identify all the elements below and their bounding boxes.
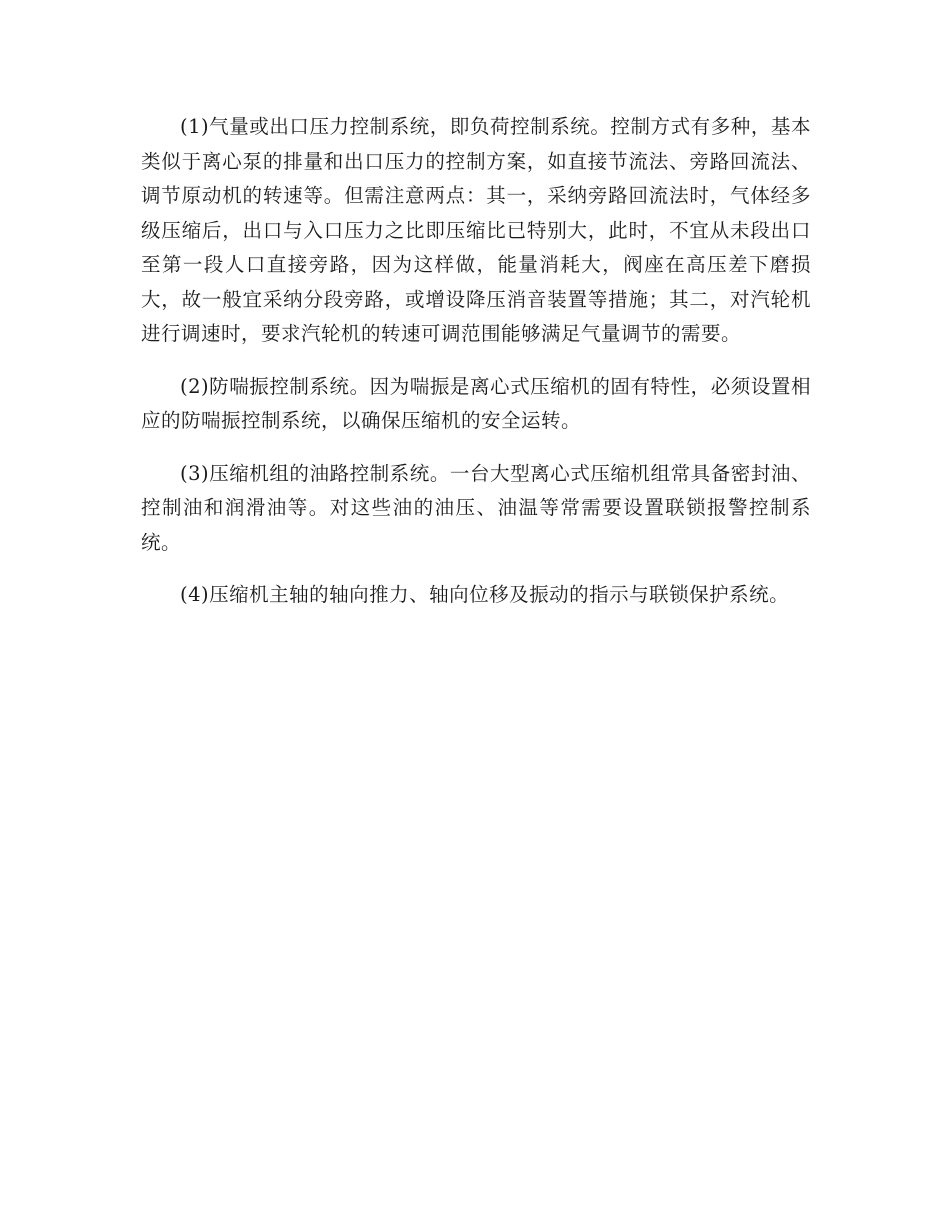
paragraph-oil-circuit: (3)压缩机组的油路控制系统。一台大型离心式压缩机组常具备密封油、控制油和润滑油等。对这些油的油压、油温等常需要设置联锁报警控制系统。 (141, 461, 811, 554)
paragraph-axial-protection: (4)压缩机主轴的轴向推力、轴向位移及振动的指示与联锁保护系统。 (180, 583, 790, 606)
paragraph-anti-surge: (2)防喘振控制系统。因为喘振是离心式压缩机的固有特性，必须设置相应的防喘振控制系统，以确保压缩机的安全运转。 (141, 374, 811, 432)
document-body (141, 110, 811, 631)
paragraph-load-control: (1)气量或出口压力控制系统，即负荷控制系统。控制方式有多种，基本类似于离心泵的排量和出口压力的控制方案，如直接节流法、旁路回流法、调节原动机的转速等。但需注意两点：其一，采纳旁路回流法时，气体经多级压缩后，出口与入口压力之比即压缩比已特别大，此时，不宜从未段出口至第一段人口直接旁路，因为这样做，能量消耗大，阀座在高压差下磨损大，故一般宜采纳分段旁路，或增设降压消音装置等措施；其二，对汽轮机进行调速时，要求汽轮机的转速可调范围能够满足气量调节的需要。 (141, 115, 811, 345)
